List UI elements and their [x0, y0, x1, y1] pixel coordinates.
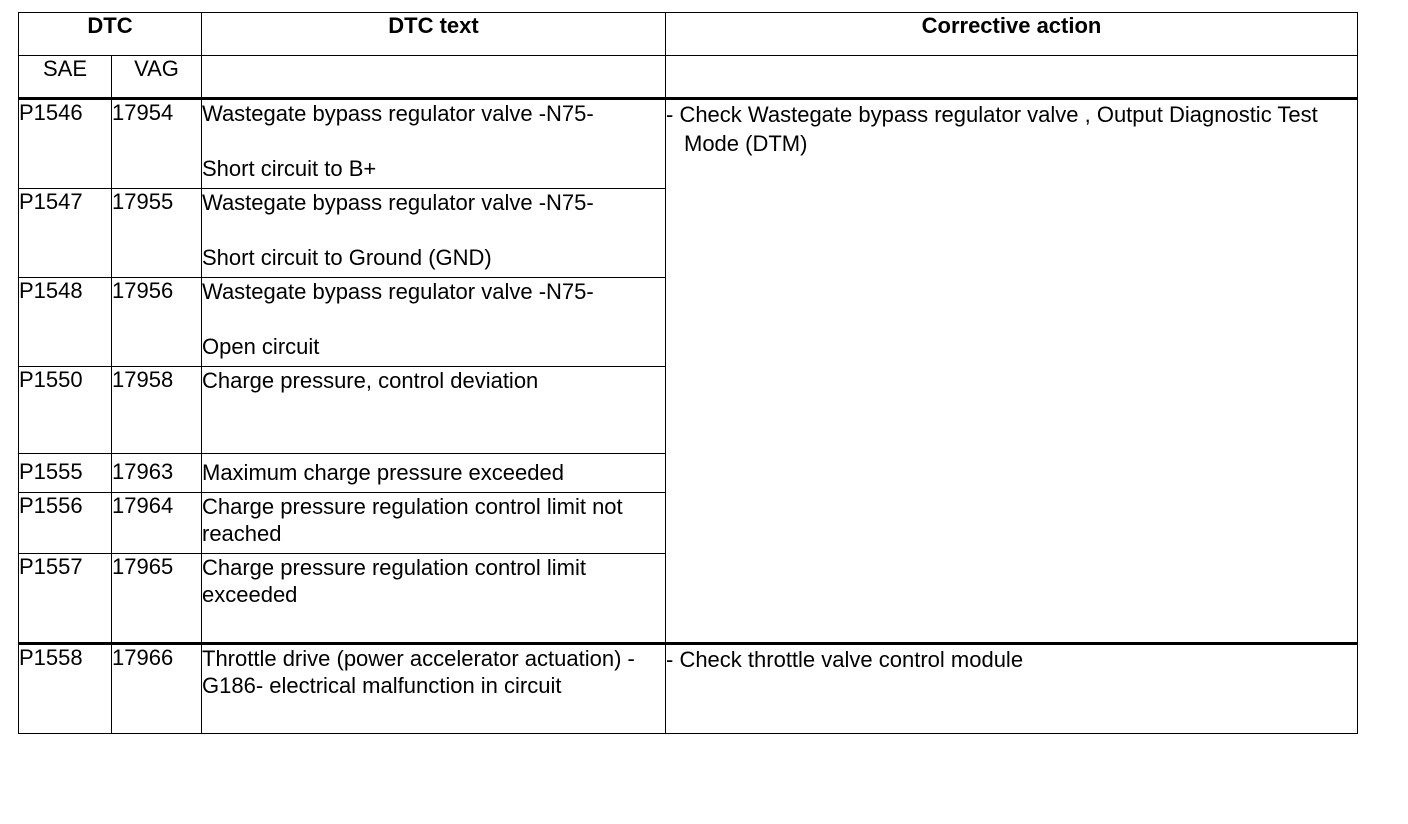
dtc-table	[18, 12, 1358, 734]
header-corrective-action: Corrective action	[666, 13, 1358, 56]
table-row	[19, 644, 1358, 734]
vag-code: 17956	[112, 278, 202, 367]
dtc-text	[202, 278, 666, 367]
dtc-text: Charge pressure, control deviation	[202, 367, 666, 454]
sae-code: P1558	[19, 644, 112, 734]
action-text: - Check Wastegate bypass regulator valve , Output Diagnostic Test Mode (DTM)	[666, 102, 1318, 156]
dtc-text-line: Wastegate bypass regulator valve -N75-	[202, 279, 594, 304]
dtc-text-line: Wastegate bypass regulator valve -N75-	[202, 190, 594, 215]
subheader-empty	[202, 56, 666, 99]
dtc-text-line: Short circuit to Ground (GND)	[202, 245, 492, 270]
dtc-text-line: Wastegate bypass regulator valve -N75-	[202, 101, 594, 126]
dtc-text	[202, 99, 666, 189]
header-dtc: DTC	[19, 13, 202, 56]
vag-code: 17954	[112, 99, 202, 189]
table-row	[19, 99, 1358, 189]
header-dtc-text: DTC text	[202, 13, 666, 56]
sae-code: P1547	[19, 189, 112, 278]
dtc-text	[202, 189, 666, 278]
sae-code: P1546	[19, 99, 112, 189]
action-text: - Check throttle valve control module	[666, 647, 1024, 672]
dtc-text-line: Open circuit	[202, 334, 320, 359]
subheader-row	[19, 56, 1358, 99]
dtc-text: Charge pressure regulation control limit not reached	[202, 493, 666, 554]
vag-code: 17955	[112, 189, 202, 278]
vag-code: 17965	[112, 554, 202, 644]
subheader-empty	[666, 56, 1358, 99]
vag-code: 17963	[112, 454, 202, 493]
dtc-text: Maximum charge pressure exceeded	[202, 454, 666, 493]
corrective-action-wastegate	[666, 99, 1358, 644]
sae-code: P1557	[19, 554, 112, 644]
sae-code: P1556	[19, 493, 112, 554]
sae-code: P1548	[19, 278, 112, 367]
vag-code: 17964	[112, 493, 202, 554]
sae-code: P1550	[19, 367, 112, 454]
corrective-action-throttle	[666, 644, 1358, 734]
dtc-text: Throttle drive (power accelerator actuation) -G186- electrical malfunction in circuit	[202, 644, 666, 734]
subheader-vag: VAG	[112, 56, 202, 99]
dtc-text-line: Short circuit to B+	[202, 156, 377, 181]
dtc-text: Charge pressure regulation control limit exceeded	[202, 554, 666, 644]
sae-code: P1555	[19, 454, 112, 493]
vag-code: 17958	[112, 367, 202, 454]
header-row	[19, 13, 1358, 56]
subheader-sae: SAE	[19, 56, 112, 99]
vag-code: 17966	[112, 644, 202, 734]
